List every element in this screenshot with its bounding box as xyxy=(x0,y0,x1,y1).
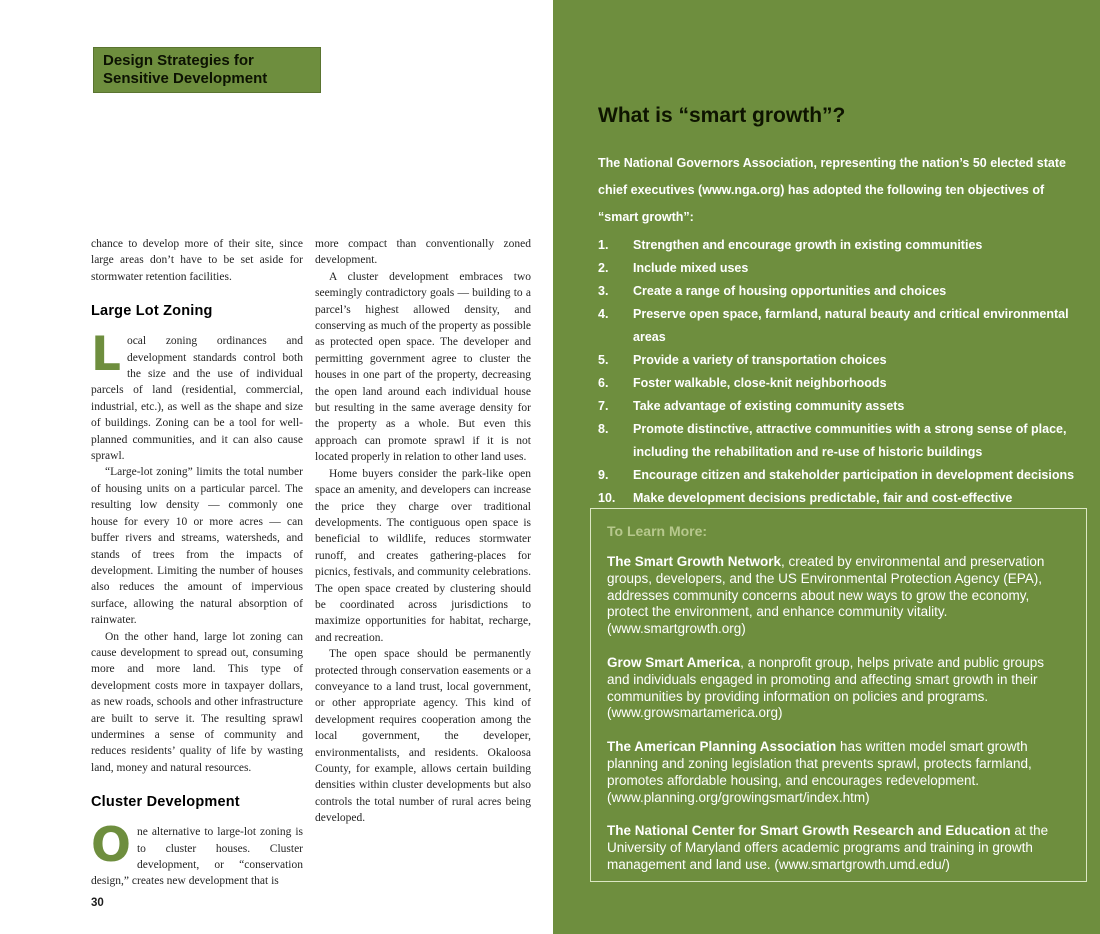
col2-paragraph-4: The open space should be permanently protected through conservation easements or a conveyance to a land trust, local government, or other appropriate agency. This kind of development requires cooperation among the local government, the developer, environmentalists, and residents. Okaloosa County, for example, allows certain building densities within cluster developments but also controls the total number of rural acres being developed. xyxy=(315,648,531,825)
entry-lead: Grow Smart America xyxy=(607,654,741,670)
objective-number: 10. xyxy=(598,491,616,505)
dropcap-L: L xyxy=(91,327,121,383)
learn-more-entry-smart-growth-network xyxy=(607,554,1070,638)
objective-number: 9. xyxy=(598,468,609,482)
objective-text: Create a range of housing opportunities and choices xyxy=(633,284,947,298)
objective-number: 5. xyxy=(598,353,609,367)
entry-lead: The Smart Growth Network xyxy=(607,554,782,569)
entry-text: , created by environmental and preservation groups, developers, and the US Environmental Protection Agency (EPA), addresses community concerns about new ways to grow the economy, protect the environment, and enhance community vitality. (www.smartgrowth.org) xyxy=(607,554,1045,637)
objective-text: Strengthen and encourage growth in existing communities xyxy=(633,238,983,252)
objective-text: Encourage citizen and stakeholder participation in development decisions xyxy=(633,468,1075,482)
col1-paragraph-3: On the other hand, large lot zoning can cause development to spread out, consuming more and more land. This type of development costs more in taxpayer dollars, as new roads, schools and other infrastructure are built to serve it. The resulting sprawl undermines a sense of community and reduces residents’ quality of life by wasting land, money and natural resources. xyxy=(91,630,303,774)
objective-number: 1. xyxy=(598,238,609,252)
entry-text: at the University of Maryland offers academic programs and training in growth management and land use. (www.smartgrowth.umd.edu/) xyxy=(607,823,1049,872)
col2-paragraph-3: Home buyers consider the park-like open space an amenity, and developers can increase the price they charge over traditional developments. The contiguous open space is beneficial to wildlife, reduces stormwater runoff, and creates gathering-places for picnics, festivals, and community celebrations. The open space created by clustering should be coordinated across jurisdictions to maximize opportunities for habitat, recharge, and recreation. xyxy=(315,467,531,644)
chapter-header-box xyxy=(93,47,321,93)
smart-growth-panel xyxy=(553,0,1100,934)
col2-paragraph-2: A cluster development embraces two seemingly contradictory goals — building to a parcel’s highest allowed density, and conserving as much of the property as possible as protected open space. The developer and permitting government agree to cluster the houses in one part of the property, decreasing the open land around each individual house but resulting in the same average density for the property as a whole. But even this approach can promote sprawl if it is not located properly in relation to other land uses. xyxy=(315,270,531,464)
text-column-1 xyxy=(91,236,303,890)
heading-large-lot-zoning: Large Lot Zoning xyxy=(91,303,213,320)
col2-paragraph-1: more compact than conventionally zoned development. xyxy=(315,238,531,267)
learn-more-entry-national-center-smart-growth xyxy=(607,823,1070,873)
learn-more-heading: To Learn More: xyxy=(607,523,708,539)
col1-paragraph-4 xyxy=(91,818,303,890)
objective-number: 7. xyxy=(598,399,609,413)
entry-lead: The National Center for Smart Growth Research and Education xyxy=(607,823,1011,839)
col1-paragraph-1 xyxy=(91,327,303,464)
col1-intro-paragraph: chance to develop more of their site, since large areas don’t have to be set aside for stormwater retention facilities. xyxy=(91,238,303,283)
dropcap-O: O xyxy=(91,818,131,874)
objective-text: Provide a variety of transportation choices xyxy=(633,353,887,367)
objective-text: Make development decisions predictable, fair and cost-effective xyxy=(633,491,1013,505)
objective-number: 3. xyxy=(598,284,609,298)
col1-paragraph-2: “Large-lot zoning” limits the total number of housing units on a particular parcel. The resulting low density — commonly one house for every 10 or more acres — can buffer rivers and streams, watersheds, and stands of trees from the impacts of development. Limiting the number of houses also reduces the amount of impervious surface, allowing the natural absorption of rainwater. xyxy=(91,466,303,627)
objective-number: 6. xyxy=(598,376,609,390)
objectives-list xyxy=(598,234,1084,510)
chapter-title-line2: Sensitive Development xyxy=(103,70,268,87)
panel-title: What is “smart growth”? xyxy=(598,104,846,127)
objective-text: Preserve open space, farmland, natural beauty and critical environmental areas xyxy=(633,307,1069,344)
entry-text: has written model smart growth planning and zoning legislation that prevents sprawl, protects farmland, promotes affordable housing, and encourages redevelopment. (www.planning.org/growingsmart/index.htm) xyxy=(607,739,1032,805)
objective-number: 8. xyxy=(598,422,609,436)
objective-text: Include mixed uses xyxy=(633,261,749,275)
chapter-title-line1: Design Strategies for xyxy=(103,52,254,69)
objective-text: Promote distinctive, attractive communities with a strong sense of place, including the rehabilitation and re-use of historic buildings xyxy=(633,422,1067,459)
objective-number: 2. xyxy=(598,261,609,275)
col1-paragraph-4-text: ne alternative to large-lot zoning is to cluster houses. Cluster development, or “conservation design,” creates new development that is xyxy=(91,826,303,888)
page-number: 30 xyxy=(91,897,104,909)
entry-text: , a nonprofit group, helps private and public groups and individuals engaged in promoting and affecting smart growth in their communities by providing information on policies and programs. (www.growsmartamerica.org) xyxy=(607,654,1045,721)
panel-intro: The National Governors Association, representing the nation’s 50 elected state chief executives (www.nga.org) has adopted the following ten objectives of “smart growth”: xyxy=(598,156,1066,224)
entry-lead: The American Planning Association xyxy=(607,739,837,755)
to-learn-more-box xyxy=(590,508,1087,882)
col1-paragraph-1-text: ocal zoning ordinances and development standards control both the size and the use of individual parcels of land (residential, commercial, industrial, etc.), as well as the shape and size of buildings. Zoning can be a tool for well-planned communities, and it can also cause sprawl. xyxy=(91,335,303,463)
learn-more-entry-grow-smart-america xyxy=(607,655,1070,722)
objective-number: 4. xyxy=(598,307,609,321)
objective-text: Foster walkable, close-knit neighborhoods xyxy=(633,376,887,390)
learn-more-entry-american-planning-association xyxy=(607,739,1070,806)
heading-cluster-development: Cluster Development xyxy=(91,794,240,811)
text-column-2 xyxy=(315,236,531,827)
objective-text: Take advantage of existing community assets xyxy=(633,399,905,413)
